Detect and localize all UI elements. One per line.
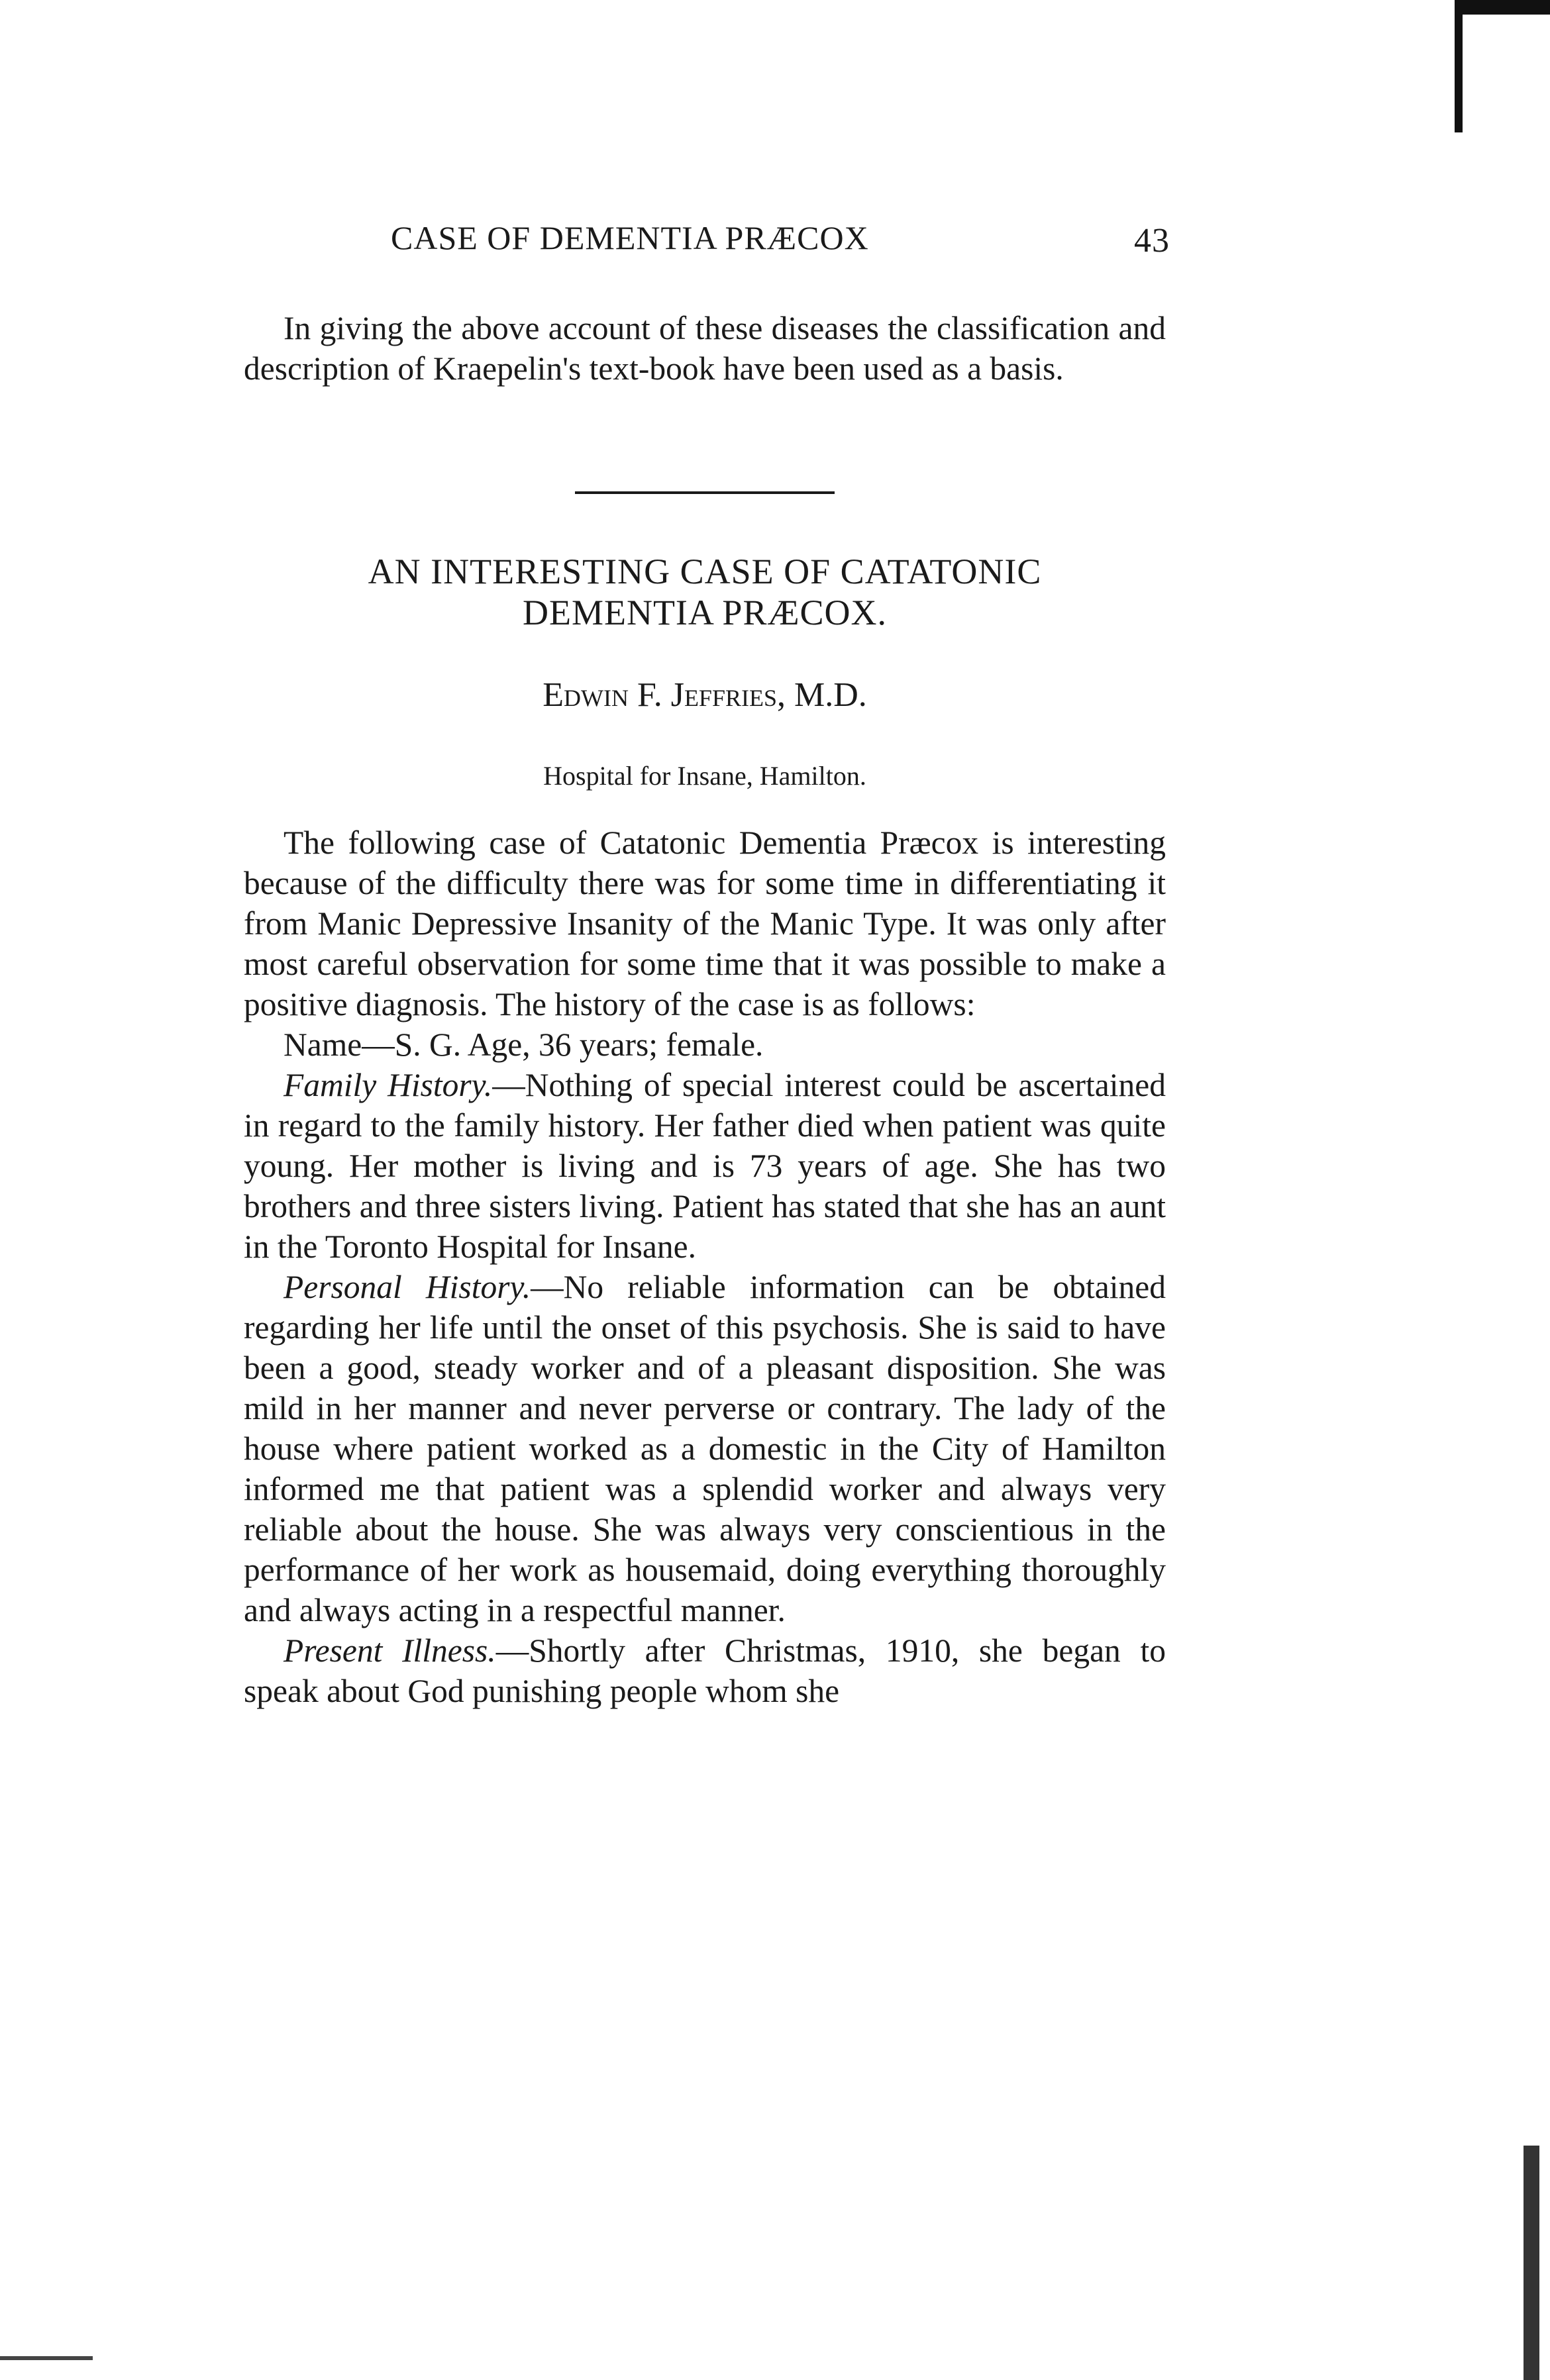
paragraph-heading: Family History. [284, 1067, 493, 1103]
scan-bottom-mark [0, 2356, 93, 2360]
article-title-line-1: AN INTERESTING CASE OF CATATONIC [368, 552, 1042, 591]
body-paragraph [244, 1267, 1166, 1630]
section-divider [575, 491, 835, 494]
scan-edge-mark [1455, 0, 1463, 132]
running-head [391, 219, 1170, 265]
intro-paragraph: In giving the above account of these diseases the classification and description of Kraepelin's text-book have been used as a basis. [244, 310, 1166, 387]
paragraph-heading: Personal History. [284, 1269, 531, 1305]
article-title [244, 551, 1166, 633]
paragraph-heading: Present Illness. [284, 1632, 496, 1669]
scan-corner-mark [1455, 0, 1550, 15]
body-paragraph [244, 822, 1166, 1024]
author-affiliation: Hospital for Insane, Hamilton. [543, 761, 866, 791]
paragraph-text: Name—S. G. Age, 36 years; female. [284, 1026, 764, 1063]
paragraph-text: —Nothing of special interest could be ascertained in regard to the family history. Her father died when patient was quite young. Her mother is living and is 73 years of age. She has two brothers and three sisters living. Patient has stated that she has an aunt in the Toronto Hospital for Insane. [244, 1067, 1166, 1265]
running-head-title: CASE OF DEMENTIA PRÆCOX [391, 219, 869, 256]
intro-section [244, 308, 1166, 389]
body-paragraph [244, 1024, 1166, 1065]
body-paragraph [244, 1065, 1166, 1267]
body-paragraph [244, 1630, 1166, 1711]
paragraph-text: —Shortly after Christmas, 1910, she began to speak about God punishing people whom she [244, 1632, 1166, 1709]
paragraph-text: The following case of Catatonic Dementia Præcox is interesting because of the difficulty there was for some time in differentiating it from Manic Depressive Insanity of the Manic Type. It was only after most careful observation for some time that it was possible to make a positive diagnosis. The history of the case is as follows: [244, 824, 1166, 1022]
scan-edge-shadow [1524, 2146, 1539, 2380]
paragraph-text: —No reliable information can be obtained regarding her life until the onset of this psychosis. She is said to have been a good, steady worker and of a pleasant disposition. She was mild in her manner and never perverse or contrary. The lady of the house where patient worked as a domestic in the City of Hamilton informed me that patient was a splendid worker and always very reliable about the house. She was always very conscientious in the performance of her work as housemaid, doing everything thoroughly and always acting in a respectful manner. [244, 1269, 1166, 1628]
article-title-line-2: DEMENTIA PRÆCOX. [522, 593, 888, 632]
article-author: Edwin F. Jeffries, M.D. [542, 676, 867, 714]
page-number: 43 [1134, 222, 1170, 260]
article-body [244, 822, 1166, 1711]
